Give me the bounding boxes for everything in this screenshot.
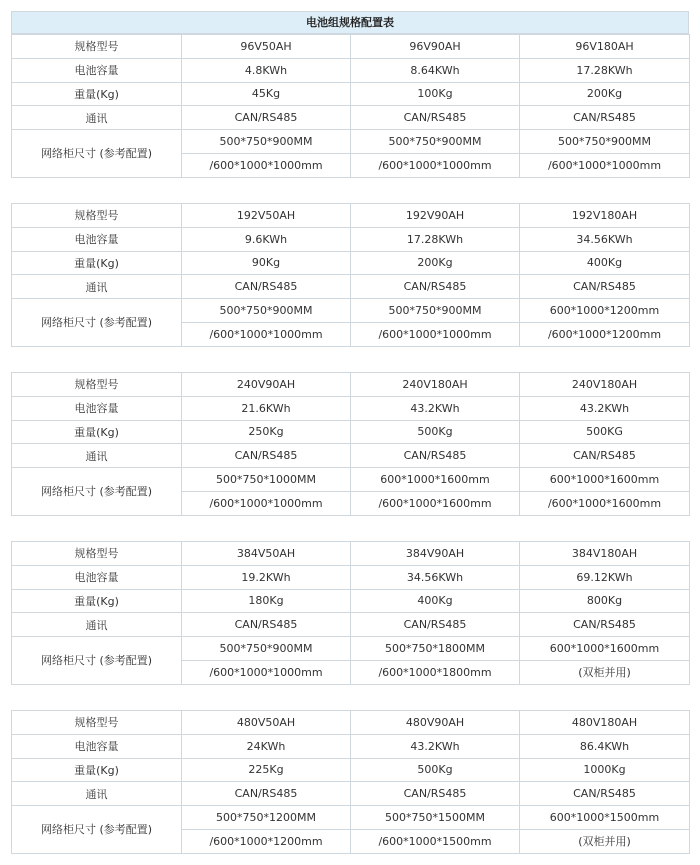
row-label: 电池容量 xyxy=(12,734,182,758)
table-cell: 96V180AH xyxy=(520,35,690,59)
table-cell: CAN/RS485 xyxy=(520,613,690,637)
table-cell: 43.2KWh xyxy=(520,396,690,420)
table-cell: (双柜并用) xyxy=(520,660,690,684)
table-cell: CAN/RS485 xyxy=(351,613,520,637)
table-cell: 500*750*900MM xyxy=(351,299,520,323)
row-comm xyxy=(12,444,690,468)
row-label: 网络柜尺寸 (参考配置) xyxy=(12,130,182,178)
row-model xyxy=(12,204,690,228)
table-cell: 192V180AH xyxy=(520,204,690,228)
table-cell: CAN/RS485 xyxy=(182,613,351,637)
row-size xyxy=(12,806,690,830)
table-cell: 200Kg xyxy=(351,251,520,275)
table-cell: 600*1000*1600mm xyxy=(520,637,690,661)
row-label: 通讯 xyxy=(12,782,182,806)
table-cell: /600*1000*1000mm xyxy=(182,153,351,177)
row-model xyxy=(12,711,690,735)
row-label: 通讯 xyxy=(12,613,182,637)
row-weight xyxy=(12,589,690,613)
table-cell: 384V90AH xyxy=(351,542,520,566)
table-cell: 200Kg xyxy=(520,82,690,106)
table-cell: CAN/RS485 xyxy=(182,275,351,299)
table-cell: 500*750*1200MM xyxy=(182,806,351,830)
table-cell: 4.8KWh xyxy=(182,58,351,82)
table-cell: CAN/RS485 xyxy=(520,106,690,130)
table-cell: CAN/RS485 xyxy=(351,444,520,468)
row-size xyxy=(12,468,690,492)
row-label: 通讯 xyxy=(12,275,182,299)
row-size xyxy=(12,130,690,154)
table-cell: 45Kg xyxy=(182,82,351,106)
table-cell: 600*1000*1200mm xyxy=(520,299,690,323)
table-cell: CAN/RS485 xyxy=(182,106,351,130)
table-cell: 180Kg xyxy=(182,589,351,613)
row-label: 电池容量 xyxy=(12,396,182,420)
table-cell: 384V50AH xyxy=(182,542,351,566)
row-comm xyxy=(12,613,690,637)
row-label: 网络柜尺寸 (参考配置) xyxy=(12,806,182,854)
table-cell: CAN/RS485 xyxy=(520,444,690,468)
row-label: 规格型号 xyxy=(12,373,182,397)
table-cell: 9.6KWh xyxy=(182,227,351,251)
table-cell: 96V50AH xyxy=(182,35,351,59)
spec-table-group xyxy=(11,372,690,516)
table-cell: 480V180AH xyxy=(520,711,690,735)
table-cell: CAN/RS485 xyxy=(182,444,351,468)
row-label: 规格型号 xyxy=(12,542,182,566)
table-cell: 240V180AH xyxy=(520,373,690,397)
row-comm xyxy=(12,106,690,130)
table-cell: 43.2KWh xyxy=(351,734,520,758)
row-label: 网络柜尺寸 (参考配置) xyxy=(12,299,182,347)
row-comm xyxy=(12,275,690,299)
table-cell: 17.28KWh xyxy=(520,58,690,82)
table-cell: 8.64KWh xyxy=(351,58,520,82)
table-cell: 24KWh xyxy=(182,734,351,758)
row-label: 网络柜尺寸 (参考配置) xyxy=(12,468,182,516)
table-cell: 250Kg xyxy=(182,420,351,444)
row-weight xyxy=(12,758,690,782)
table-cell: 500*750*900MM xyxy=(182,130,351,154)
table-cell: 480V90AH xyxy=(351,711,520,735)
table-cell: /600*1000*1000mm xyxy=(182,660,351,684)
table-cell: /600*1000*1000mm xyxy=(520,153,690,177)
table-cell: 240V180AH xyxy=(351,373,520,397)
row-label: 通讯 xyxy=(12,444,182,468)
row-label: 重量(Kg) xyxy=(12,82,182,106)
row-model xyxy=(12,373,690,397)
table-cell: 800Kg xyxy=(520,589,690,613)
table-cell: 500*750*900MM xyxy=(520,130,690,154)
table-cell: 500*750*900MM xyxy=(182,299,351,323)
row-capacity xyxy=(12,58,690,82)
table-cell: 600*1000*1600mm xyxy=(351,468,520,492)
table-cell: /600*1000*1000mm xyxy=(182,322,351,346)
row-label: 重量(Kg) xyxy=(12,251,182,275)
row-capacity xyxy=(12,734,690,758)
row-label: 规格型号 xyxy=(12,35,182,59)
spec-table-group xyxy=(11,203,690,347)
row-capacity xyxy=(12,227,690,251)
table-cell: 86.4KWh xyxy=(520,734,690,758)
row-capacity xyxy=(12,565,690,589)
table-cell: 400Kg xyxy=(351,589,520,613)
table-cell: 34.56KWh xyxy=(351,565,520,589)
spec-table-group xyxy=(11,34,690,178)
table-cell: 500*750*1800MM xyxy=(351,637,520,661)
table-cell: 19.2KWh xyxy=(182,565,351,589)
table-cell: 69.12KWh xyxy=(520,565,690,589)
table-cell: /600*1000*1000mm xyxy=(351,322,520,346)
table-cell: 600*1000*1500mm xyxy=(520,806,690,830)
table-cell: 500*750*900MM xyxy=(182,637,351,661)
row-label: 重量(Kg) xyxy=(12,758,182,782)
table-cell: 600*1000*1600mm xyxy=(520,468,690,492)
table-cell: 500Kg xyxy=(351,758,520,782)
table-cell: 192V50AH xyxy=(182,204,351,228)
row-label: 电池容量 xyxy=(12,565,182,589)
table-cell: 1000Kg xyxy=(520,758,690,782)
table-cell: /600*1000*1000mm xyxy=(351,153,520,177)
row-label: 重量(Kg) xyxy=(12,589,182,613)
table-cell: 34.56KWh xyxy=(520,227,690,251)
table-cell: 100Kg xyxy=(351,82,520,106)
row-weight xyxy=(12,82,690,106)
table-cell: 17.28KWh xyxy=(351,227,520,251)
table-cell: 240V90AH xyxy=(182,373,351,397)
table-cell: 400Kg xyxy=(520,251,690,275)
row-weight xyxy=(12,251,690,275)
table-cell: CAN/RS485 xyxy=(520,275,690,299)
row-label: 重量(Kg) xyxy=(12,420,182,444)
table-cell: CAN/RS485 xyxy=(351,106,520,130)
table-cell: 21.6KWh xyxy=(182,396,351,420)
row-size xyxy=(12,637,690,661)
row-label: 通讯 xyxy=(12,106,182,130)
table-cell: 500*750*900MM xyxy=(351,130,520,154)
table-cell: /600*1000*1200mm xyxy=(182,829,351,853)
table-cell: 500KG xyxy=(520,420,690,444)
table-cell: (双柜并用) xyxy=(520,829,690,853)
row-model xyxy=(12,35,690,59)
table-cell: /600*1000*1200mm xyxy=(520,322,690,346)
spec-table-group xyxy=(11,710,690,854)
table-cell: 384V180AH xyxy=(520,542,690,566)
table-title: 电池组规格配置表 xyxy=(11,11,689,34)
table-cell: 192V90AH xyxy=(351,204,520,228)
row-weight xyxy=(12,420,690,444)
row-label: 规格型号 xyxy=(12,711,182,735)
table-cell: /600*1000*1600mm xyxy=(520,491,690,515)
table-cell: /600*1000*1800mm xyxy=(351,660,520,684)
table-cell: 90Kg xyxy=(182,251,351,275)
row-label: 规格型号 xyxy=(12,204,182,228)
row-label: 网络柜尺寸 (参考配置) xyxy=(12,637,182,685)
table-cell: 500*750*1500MM xyxy=(351,806,520,830)
table-cell: CAN/RS485 xyxy=(351,782,520,806)
row-label: 电池容量 xyxy=(12,58,182,82)
table-cell: /600*1000*1500mm xyxy=(351,829,520,853)
table-cell: 43.2KWh xyxy=(351,396,520,420)
row-model xyxy=(12,542,690,566)
table-cell: /600*1000*1600mm xyxy=(351,491,520,515)
table-cell: CAN/RS485 xyxy=(351,275,520,299)
table-cell: 480V50AH xyxy=(182,711,351,735)
table-cell: CAN/RS485 xyxy=(182,782,351,806)
table-cell: 96V90AH xyxy=(351,35,520,59)
table-cell: CAN/RS485 xyxy=(520,782,690,806)
row-capacity xyxy=(12,396,690,420)
row-comm xyxy=(12,782,690,806)
table-cell: /600*1000*1000mm xyxy=(182,491,351,515)
table-cell: 225Kg xyxy=(182,758,351,782)
row-label: 电池容量 xyxy=(12,227,182,251)
spec-table-group xyxy=(11,541,690,685)
table-cell: 500*750*1000MM xyxy=(182,468,351,492)
table-cell: 500Kg xyxy=(351,420,520,444)
row-size xyxy=(12,299,690,323)
